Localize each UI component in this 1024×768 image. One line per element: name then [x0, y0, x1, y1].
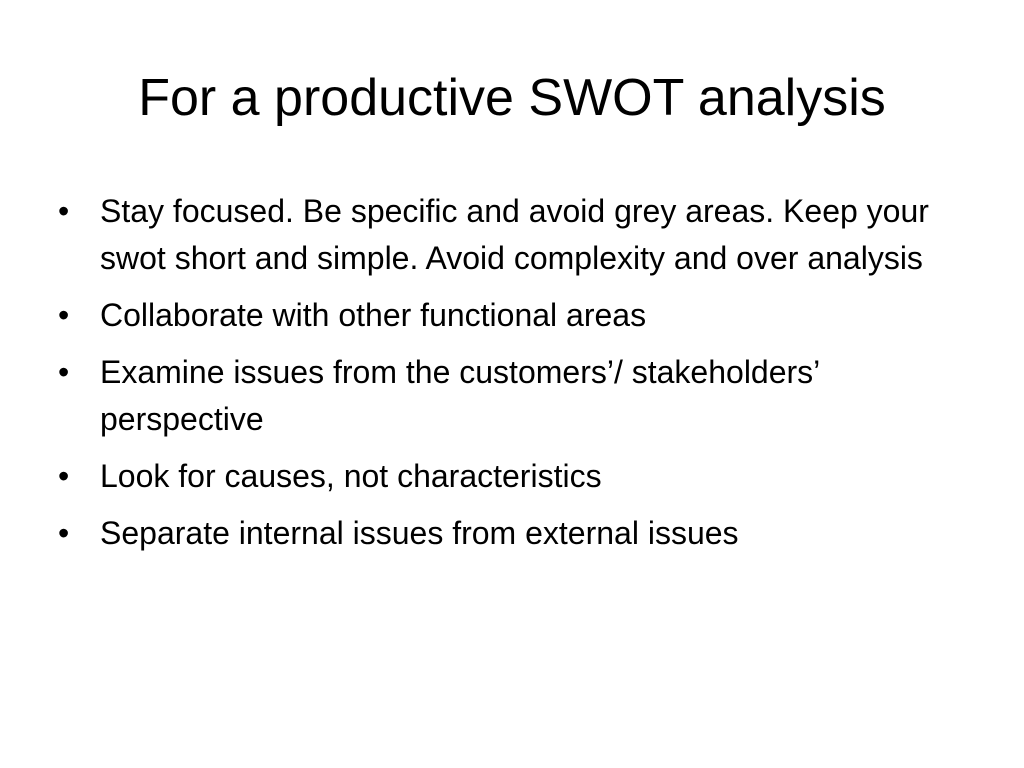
list-item [58, 510, 978, 557]
bullet-text: Examine issues from the customers’/ stakeholders’ perspective [100, 354, 820, 437]
bullet-icon: • [58, 193, 70, 229]
bullet-icon: • [58, 515, 70, 551]
list-item [58, 292, 978, 339]
slide-title: For a productive SWOT analysis [138, 69, 886, 127]
bullet-icon: • [58, 354, 70, 390]
list-item [58, 453, 978, 500]
bullet-text: Collaborate with other functional areas [100, 297, 647, 333]
list-item [58, 188, 978, 282]
bullet-text: Separate internal issues from external issues [100, 515, 739, 551]
bullet-icon: • [58, 458, 70, 494]
bullet-icon: • [58, 297, 70, 333]
bullet-text: Stay focused. Be specific and avoid grey areas. Keep your swot short and simple. Avoid complexity and over analysis [100, 193, 929, 276]
bullet-text: Look for causes, not characteristics [100, 458, 602, 494]
list-item [58, 349, 978, 443]
bullet-list [58, 188, 978, 567]
